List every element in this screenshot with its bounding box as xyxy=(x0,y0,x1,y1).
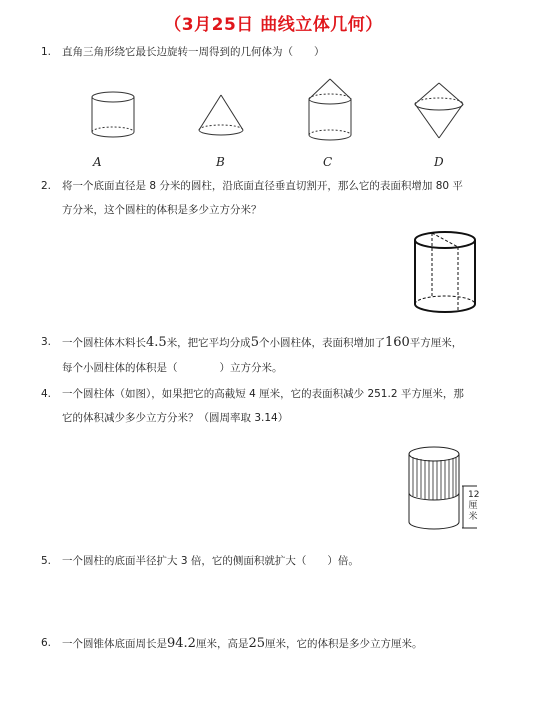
question-text: 一个圆柱的底面半径扩大 3 倍，它的侧面积就扩大（ ）倍。 xyxy=(62,555,359,567)
question-text: 一个圆锥体底面周长是94.2厘米，高是25厘米，它的体积是多少立方厘米。 xyxy=(62,636,423,651)
cylinder-cone-figure xyxy=(305,77,355,145)
double-cone-figure xyxy=(412,80,466,142)
option-d-label: D xyxy=(434,155,444,169)
question-text-line-2: 每个小圆柱体的体积是（ ）立方分米。 xyxy=(62,362,283,374)
question-text-line-1: 一个圆柱体木料长4.5米，把它平均分成5个小圆柱体，表面积增加了160平方厘米， xyxy=(62,335,463,350)
option-a-label: A xyxy=(93,155,102,169)
question-text-line-1: 将一个底面直径是 8 分米的圆柱，沿底面直径垂直切割开，那么它的表面积增加 80 平 xyxy=(62,180,463,192)
option-b-label: B xyxy=(216,155,225,169)
question-number: 1. xyxy=(41,46,52,58)
question-text-line-2: 它的体积减少多少立方分米？（圆周率取 3.14） xyxy=(62,412,289,424)
question-number: 5. xyxy=(41,555,52,567)
question-number: 3. xyxy=(41,336,52,348)
question-text-line-2: 方分米，这个圆柱的体积是多少立方分米？ xyxy=(62,204,262,216)
dimension-label: 12 厘 米 xyxy=(468,490,480,522)
option-c-label: C xyxy=(323,155,333,169)
page-title: （3月25日 曲线立体几何） xyxy=(164,15,383,35)
question-text-line-1: 一个圆柱体（如图），如果把它的高截短 4 厘米，它的表面积减少 251.2 平方厘米，那 xyxy=(62,388,464,400)
cut-cylinder-figure xyxy=(410,228,480,318)
question-number: 4. xyxy=(41,388,52,400)
question-number: 6. xyxy=(41,637,52,649)
cylinder-figure xyxy=(88,88,138,143)
question-text: 直角三角形绕它最长边旋转一周得到的几何体为（ ） xyxy=(62,46,325,58)
cone-figure xyxy=(196,92,246,142)
question-number: 2. xyxy=(41,180,52,192)
